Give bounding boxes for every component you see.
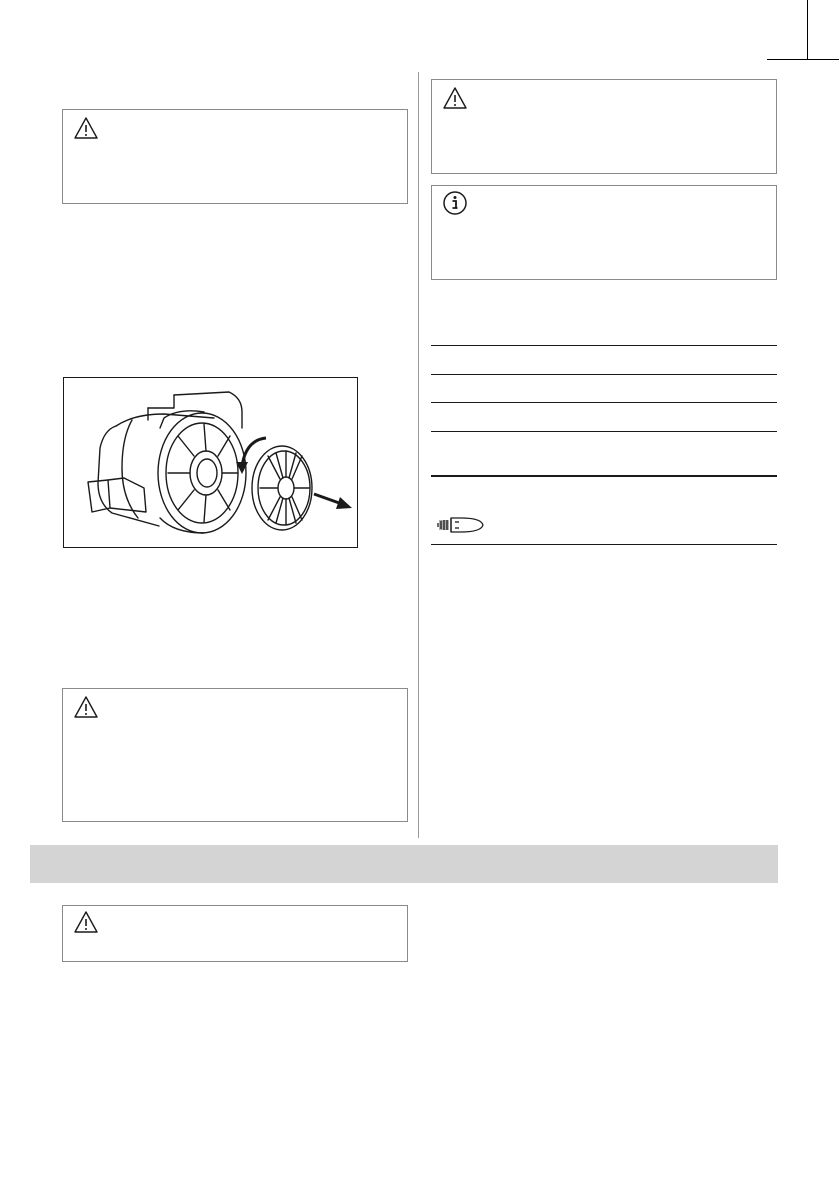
warning-triangle-icon — [73, 910, 99, 934]
table-rule-1 — [431, 345, 777, 346]
warning-box-1 — [62, 109, 408, 204]
crop-mark-horizontal — [767, 59, 839, 60]
table-rule-5 — [431, 475, 777, 477]
crop-mark-vertical — [807, 0, 808, 60]
info-box — [431, 185, 777, 280]
warning-triangle-icon — [442, 86, 468, 110]
section-heading-band — [30, 845, 778, 883]
fan-motor-drawing — [64, 378, 357, 547]
warning-box-4 — [62, 905, 408, 962]
table-rule-6 — [431, 544, 777, 545]
warning-box-2 — [62, 688, 408, 822]
column-divider — [418, 72, 419, 838]
table-rule-3 — [431, 402, 777, 403]
info-circle-icon — [442, 190, 468, 216]
warning-triangle-icon — [73, 116, 99, 140]
fan-motor-illustration — [63, 377, 358, 548]
table-rule-4 — [431, 431, 777, 432]
table-rule-2 — [431, 374, 777, 375]
light-bulb-icon — [433, 514, 485, 536]
warning-box-3 — [431, 79, 777, 174]
warning-triangle-icon — [73, 695, 99, 719]
